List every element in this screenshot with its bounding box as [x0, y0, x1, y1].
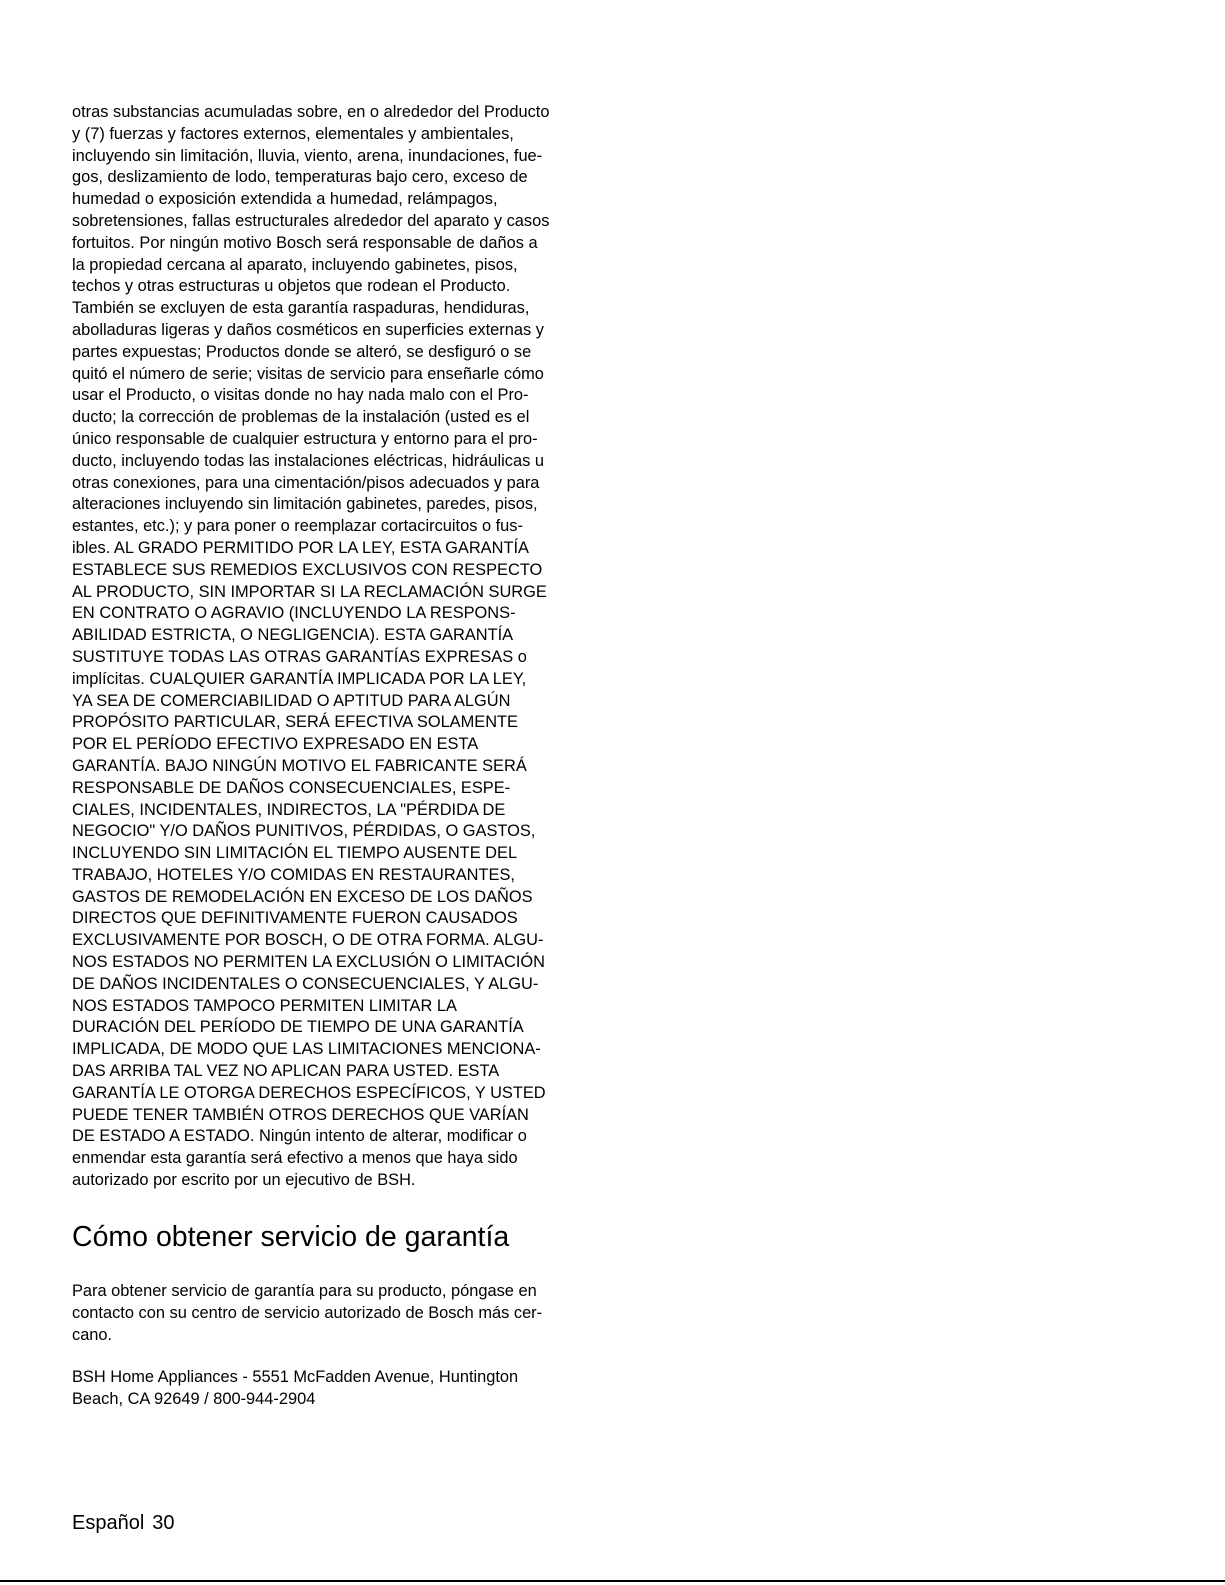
- text-line: único responsable de cualquier estructura y entorno para el pro-: [72, 429, 538, 448]
- text-line: DAS ARRIBA TAL VEZ NO APLICAN PARA USTED. ESTA: [72, 1062, 500, 1081]
- text-line: contacto con su centro de servicio autorizado de Bosch más cer-: [72, 1303, 543, 1322]
- text-line: DIRECTOS QUE DEFINITIVAMENTE FUERON CAUSADOS: [72, 909, 518, 928]
- text-line: AL PRODUCTO, SIN IMPORTAR SI LA RECLAMACIÓN SURGE: [72, 582, 547, 601]
- text-line: la propiedad cercana al aparato, incluyendo gabinetes, pisos,: [72, 255, 518, 274]
- text-line: ibles. AL GRADO PERMITIDO POR LA LEY, ESTA GARANTÍA: [72, 538, 529, 557]
- text-line: sobretensiones, fallas estructurales alrededor del aparato y casos: [72, 211, 550, 230]
- text-line: alteraciones incluyendo sin limitación gabinetes, paredes, pisos,: [72, 495, 538, 514]
- page-number: 30: [152, 1512, 175, 1534]
- text-line: YA SEA DE COMERCIABILIDAD O APTITUD PARA ALGÚN: [72, 691, 511, 710]
- text-line: SUSTITUYE TODAS LAS OTRAS GARANTÍAS EXPRESAS o: [72, 647, 527, 666]
- text-line: quitó el número de serie; visitas de servicio para enseñarle cómo: [72, 364, 544, 383]
- text-line: cano.: [72, 1325, 113, 1344]
- text-line: techos y otras estructuras u objetos que rodean el Producto.: [72, 277, 511, 296]
- text-line: NOS ESTADOS NO PERMITEN LA EXCLUSIÓN O LIMITACIÓN: [72, 953, 545, 972]
- text-line: ABILIDAD ESTRICTA, O NEGLIGENCIA). ESTA GARANTÍA: [72, 626, 514, 645]
- warranty-exclusions-text: [72, 102, 588, 1192]
- text-line: GARANTÍA. BAJO NINGÚN MOTIVO EL FABRICANTE SERÁ: [72, 756, 527, 775]
- text-line: DE DAÑOS INCIDENTALES O CONSECUENCIALES, Y ALGU-: [72, 974, 539, 993]
- text-line: otras substancias acumuladas sobre, en o alrededor del Producto: [72, 103, 550, 121]
- text-line: IMPLICADA, DE MODO QUE LAS LIMITACIONES MENCIONA-: [72, 1040, 541, 1059]
- text-line: POR EL PERÍODO EFECTIVO EXPRESADO EN ESTA: [72, 735, 479, 754]
- text-line: GARANTÍA LE OTORGA DERECHOS ESPECÍFICOS, Y USTED: [72, 1083, 546, 1102]
- text-line: RESPONSABLE DE DAÑOS CONSECUENCIALES, ESPE-: [72, 778, 511, 797]
- text-line: otras conexiones, para una cimentación/pisos adecuados y para: [72, 473, 540, 492]
- text-line: DE ESTADO A ESTADO. Ningún intento de alterar, modificar o: [72, 1127, 527, 1146]
- text-line: CIALES, INCIDENTALES, INDIRECTOS, LA "PÉRDIDA DE: [72, 800, 506, 819]
- text-line: humedad o exposición extendida a humedad, relámpagos,: [72, 190, 498, 209]
- text-line: También se excluyen de esta garantía raspaduras, hendiduras,: [72, 299, 530, 318]
- footer-language: Español: [72, 1512, 145, 1534]
- text-line: Para obtener servicio de garantía para su producto, póngase en: [72, 1282, 537, 1300]
- text-line: DURACIÓN DEL PERÍODO DE TIEMPO DE UNA GARANTÍA: [72, 1018, 524, 1037]
- text-line: PROPÓSITO PARTICULAR, SERÁ EFECTIVA SOLAMENTE: [72, 713, 518, 732]
- text-line: ducto, incluyendo todas las instalaciones eléctricas, hidráulicas u: [72, 451, 544, 470]
- text-line: NEGOCIO" Y/O DAÑOS PUNITIVOS, PÉRDIDAS, O GASTOS,: [72, 822, 536, 841]
- section-heading: Cómo obtener servicio de garantía: [72, 1221, 510, 1253]
- page-footer: [72, 1511, 175, 1535]
- text-line: incluyendo sin limitación, lluvia, viento, arena, inundaciones, fue-: [72, 146, 543, 165]
- text-line: BSH Home Appliances - 5551 McFadden Avenue, Huntington: [72, 1368, 519, 1386]
- text-line: GASTOS DE REMODELACIÓN EN EXCESO DE LOS DAÑOS: [72, 887, 533, 906]
- text-line: Beach, CA 92649 / 800-944-2904: [72, 1389, 316, 1408]
- text-line: y (7) fuerzas y factores externos, elementales y ambientales,: [72, 124, 514, 143]
- text-line: ducto; la corrección de problemas de la instalación (usted es el: [72, 408, 530, 427]
- contact-address: [72, 1367, 592, 1411]
- text-line: abolladuras ligeras y daños cosméticos en superficies externas y: [72, 320, 544, 339]
- text-line: INCLUYENDO SIN LIMITACIÓN EL TIEMPO AUSENTE DEL: [72, 844, 518, 863]
- text-line: EN CONTRATO O AGRAVIO (INCLUYENDO LA RESPONS-: [72, 604, 516, 623]
- text-line: gos, deslizamiento de lodo, temperaturas bajo cero, exceso de: [72, 168, 528, 187]
- text-line: estantes, etc.); y para poner o reemplazar cortacircuitos o fus-: [72, 517, 523, 536]
- text-line: EXCLUSIVAMENTE POR BOSCH, O DE OTRA FORMA. ALGU-: [72, 931, 544, 950]
- text-line: implícitas. CUALQUIER GARANTÍA IMPLICADA POR LA LEY,: [72, 669, 527, 688]
- text-line: autorizado por escrito por un ejecutivo de BSH.: [72, 1171, 416, 1190]
- text-line: usar el Producto, o visitas donde no hay nada malo con el Pro-: [72, 386, 529, 405]
- text-line: NOS ESTADOS TAMPOCO PERMITEN LIMITAR LA: [72, 996, 457, 1015]
- text-line: ESTABLECE SUS REMEDIOS EXCLUSIVOS CON RESPECTO: [72, 560, 543, 579]
- text-line: partes expuestas; Productos donde se alteró, se desfiguró o se: [72, 342, 532, 361]
- bottom-divider: [0, 1580, 1225, 1582]
- text-line: PUEDE TENER TAMBIÉN OTROS DERECHOS QUE VARÍAN: [72, 1105, 529, 1124]
- text-line: TRABAJO, HOTELES Y/O COMIDAS EN RESTAURANTES,: [72, 865, 515, 884]
- text-line: fortuitos. Por ningún motivo Bosch será responsable de daños a: [72, 233, 538, 252]
- service-instructions: [72, 1281, 592, 1346]
- text-line: enmendar esta garantía será efectivo a menos que haya sido: [72, 1149, 518, 1168]
